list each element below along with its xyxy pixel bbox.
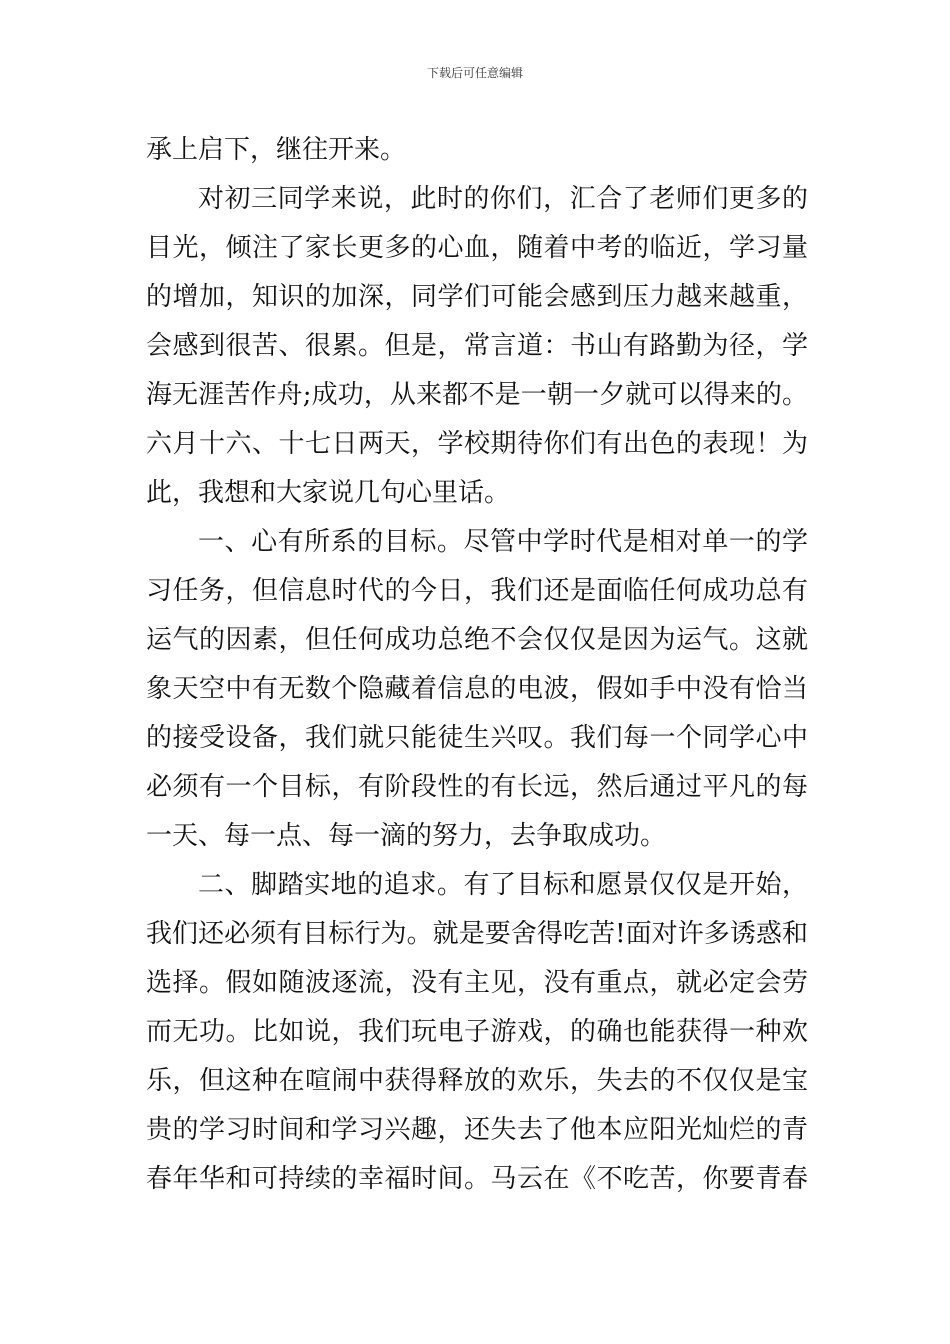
text-line: 六月十六、十七日两天，学校期待你们有出色的表现！为 — [146, 429, 808, 459]
text-line: 运气的因素，但任何成功总绝不会仅仅是因为运气。这就 — [146, 625, 808, 655]
text-line: 的接受设备，我们就只能徒生兴叹。我们每一个同学心中 — [146, 723, 808, 753]
paragraph-first-line: 一、心有所系的目标。尽管中学时代是相对单一的学 — [198, 527, 808, 557]
text-line: 贵的学习时间和学习兴趣，还失去了他本应阳光灿烂的青 — [146, 1115, 808, 1145]
text-line: 而无功。比如说，我们玩电子游戏，的确也能获得一种欢 — [146, 1017, 808, 1047]
paragraph-first-line: 二、脚踏实地的追求。有了目标和愿景仅仅是开始， — [198, 870, 808, 900]
text-line: 春年华和可持续的幸福时间。马云在《不吃苦，你要青春 — [146, 1164, 808, 1194]
document-body — [146, 126, 808, 1204]
text-line: 一天、每一点、每一滴的努力，去争取成功。 — [146, 821, 667, 851]
text-line: 此，我想和大家说几句心里话。 — [146, 478, 511, 508]
text-line: 会感到很苦、很累。但是，常言道：书山有路勤为径，学 — [146, 331, 808, 361]
text-line: 海无涯苦作舟;成功，从来都不是一朝一夕就可以得来的。 — [146, 380, 808, 410]
page-header: 下载后可任意编辑 — [426, 66, 523, 80]
text-line: 我们还必须有目标行为。就是要舍得吃苦!面对许多诱惑和 — [146, 919, 808, 949]
text-line: 承上启下，继往开来。 — [146, 135, 407, 165]
text-line: 习任务，但信息时代的今日，我们还是面临任何成功总有 — [146, 576, 808, 606]
paragraph-first-line: 对初三同学来说，此时的你们，汇合了老师们更多的 — [198, 184, 808, 214]
text-line: 象天空中有无数个隐藏着信息的电波，假如手中没有恰当 — [146, 674, 808, 704]
text-line: 必须有一个目标，有阶段性的有长远，然后通过平凡的每 — [146, 772, 808, 802]
text-line: 目光，倾注了家长更多的心血，随着中考的临近，学习量 — [146, 233, 808, 263]
text-line: 乐，但这种在喧闹中获得释放的欢乐，失去的不仅仅是宝 — [146, 1066, 808, 1096]
text-line: 的增加，知识的加深，同学们可能会感到压力越来越重， — [146, 282, 808, 312]
text-line: 选择。假如随波逐流，没有主见，没有重点，就必定会劳 — [146, 968, 808, 998]
